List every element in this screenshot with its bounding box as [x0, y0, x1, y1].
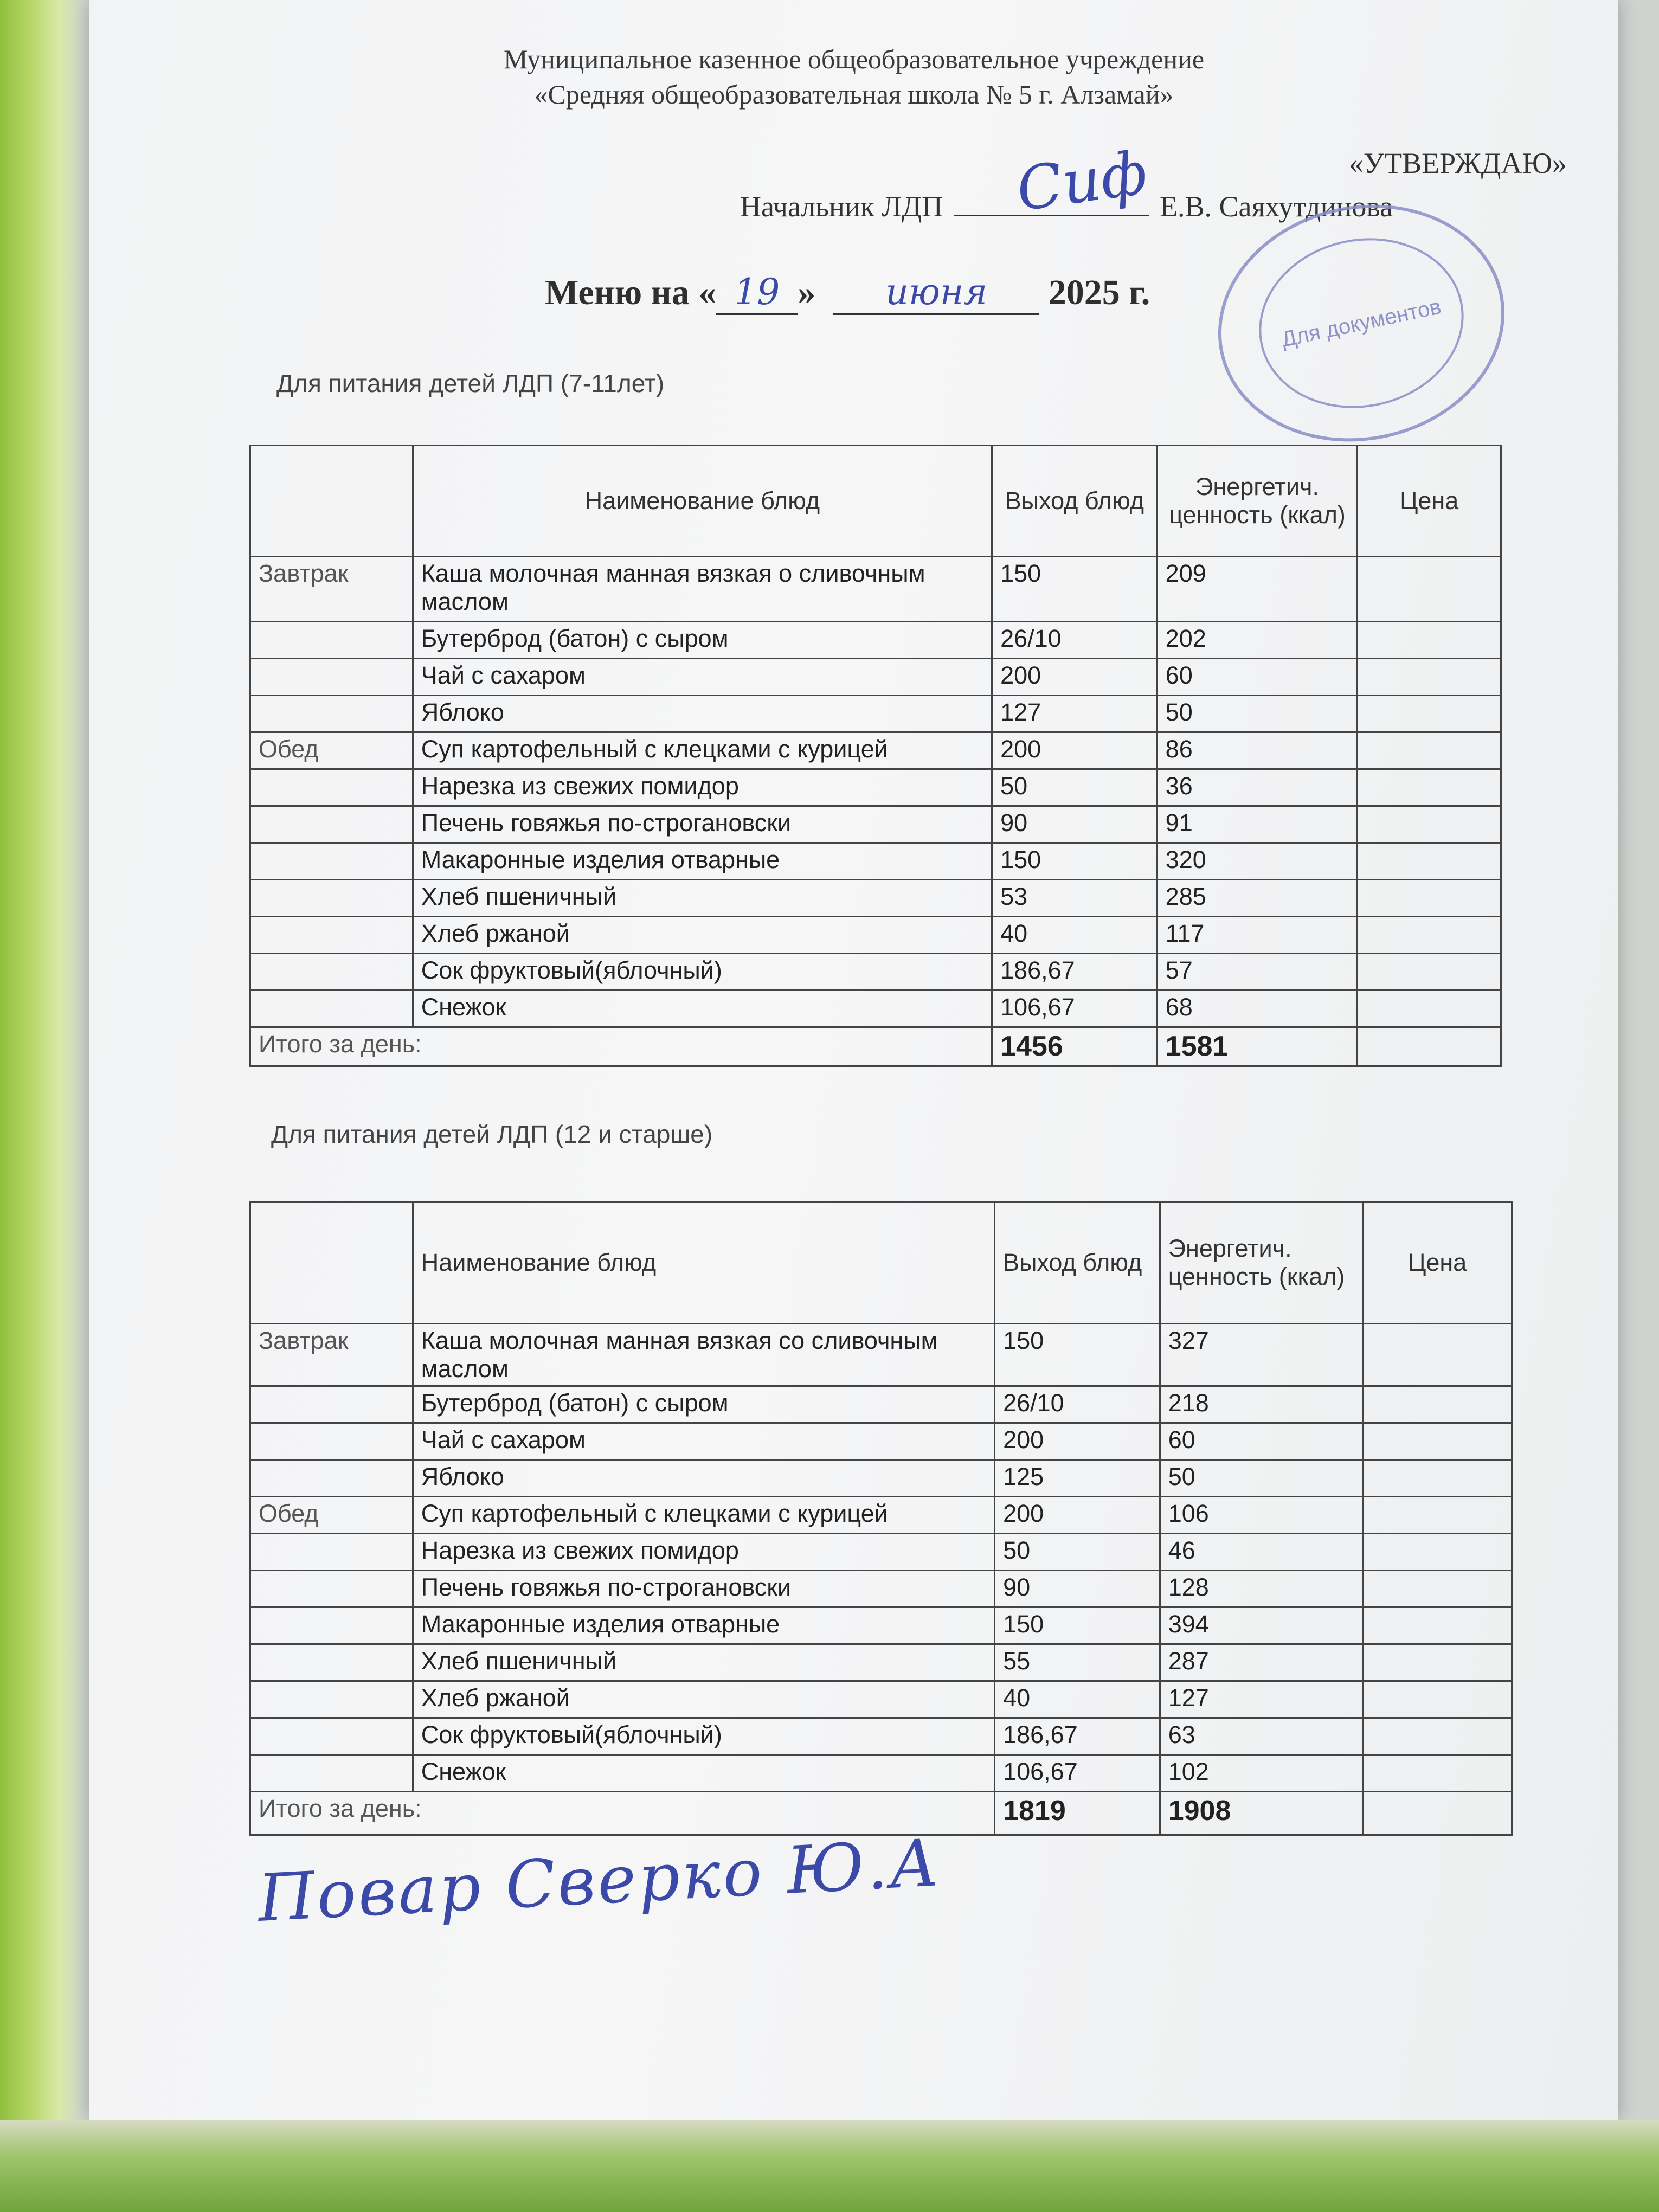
dish-name-cell: Макаронные изделия отварные — [413, 843, 992, 880]
menu-title-quote: » — [798, 273, 816, 312]
dish-name-cell: Нарезка из свежих помидор — [413, 1534, 994, 1571]
yield-cell: 50 — [995, 1534, 1160, 1571]
energy-cell: 86 — [1157, 732, 1358, 769]
table-row — [250, 1571, 1512, 1607]
table-row — [250, 880, 1501, 917]
meal-cell: Обед — [250, 732, 413, 769]
table-row — [250, 1607, 1512, 1644]
table-row — [250, 1644, 1512, 1681]
dish-name-cell: Каша молочная манная вязкая со сливочным маслом — [413, 1324, 994, 1386]
table-row — [250, 1718, 1512, 1755]
yield-cell: 186,67 — [995, 1718, 1160, 1755]
yield-cell: 106,67 — [995, 1755, 1160, 1792]
total-energy: 1908 — [1160, 1792, 1363, 1835]
yield-cell: 200 — [995, 1497, 1160, 1534]
energy-cell: 218 — [1160, 1386, 1363, 1423]
energy-cell: 287 — [1160, 1644, 1363, 1681]
energy-cell: 117 — [1157, 917, 1358, 954]
meal-cell — [250, 1386, 413, 1423]
yield-cell: 90 — [992, 806, 1158, 843]
energy-cell: 60 — [1157, 659, 1358, 696]
dish-name-cell: Хлеб пшеничный — [413, 880, 992, 917]
menu-sheet — [89, 0, 1618, 2120]
yield-cell: 150 — [992, 843, 1158, 880]
yield-cell: 26/10 — [995, 1386, 1160, 1423]
menu-title — [545, 271, 1150, 315]
meal-cell — [250, 1681, 413, 1718]
menu-title-prefix: Меню на « — [545, 273, 717, 312]
price-cell — [1363, 1718, 1512, 1755]
table-row — [250, 1423, 1512, 1460]
meal-cell: Завтрак — [250, 557, 413, 622]
yield-cell: 50 — [992, 769, 1158, 806]
yield-cell: 186,67 — [992, 954, 1158, 991]
dish-name-cell: Яблоко — [413, 696, 992, 732]
table-row — [250, 1386, 1512, 1423]
total-row — [250, 1027, 1501, 1066]
energy-cell: 36 — [1157, 769, 1358, 806]
table-row — [250, 843, 1501, 880]
meal-cell — [250, 880, 413, 917]
meal-cell — [250, 696, 413, 732]
school-name-line: «Средняя общеобразовательная школа № 5 г. Алзамай» — [534, 79, 1174, 110]
energy-cell: 91 — [1157, 806, 1358, 843]
yield-cell: 53 — [992, 880, 1158, 917]
energy-cell: 50 — [1160, 1460, 1363, 1497]
yield-cell: 200 — [992, 659, 1158, 696]
yield-header: Выход блюд — [992, 446, 1158, 557]
menu-table-7-11 — [249, 445, 1502, 1067]
price-cell — [1363, 1386, 1512, 1423]
dish-name-cell: Чай с сахаром — [413, 659, 992, 696]
dish-name-header: Наименование блюд — [413, 1202, 994, 1324]
price-cell — [1363, 1681, 1512, 1718]
price-cell — [1358, 732, 1501, 769]
dish-name-cell: Чай с сахаром — [413, 1423, 994, 1460]
price-cell — [1363, 1607, 1512, 1644]
energy-cell: 394 — [1160, 1607, 1363, 1644]
dish-name-cell: Снежок — [413, 991, 992, 1027]
yield-cell: 40 — [995, 1681, 1160, 1718]
total-label: Итого за день: — [250, 1792, 995, 1835]
yield-cell: 150 — [995, 1607, 1160, 1644]
menu-table-body — [250, 1324, 1512, 1835]
energy-cell: 46 — [1160, 1534, 1363, 1571]
table-row — [250, 769, 1501, 806]
meal-cell — [250, 843, 413, 880]
meal-cell: Завтрак — [250, 1324, 413, 1386]
energy-cell: 127 — [1160, 1681, 1363, 1718]
meal-cell — [250, 769, 413, 806]
energy-cell: 68 — [1157, 991, 1358, 1027]
price-cell — [1358, 769, 1501, 806]
yield-cell: 90 — [995, 1571, 1160, 1607]
table-row — [250, 917, 1501, 954]
energy-cell: 102 — [1160, 1755, 1363, 1792]
table-row — [250, 1324, 1512, 1386]
energy-cell: 209 — [1157, 557, 1358, 622]
dish-name-cell: Печень говяжья по-строгановски — [413, 1571, 994, 1607]
price-cell — [1358, 806, 1501, 843]
price-cell — [1358, 557, 1501, 622]
meal-cell — [250, 991, 413, 1027]
energy-cell: 60 — [1160, 1423, 1363, 1460]
yield-cell: 26/10 — [992, 622, 1158, 659]
section1-subtitle: Для питания детей ЛДП (7-11лет) — [276, 369, 665, 397]
energy-cell: 63 — [1160, 1718, 1363, 1755]
price-cell — [1358, 954, 1501, 991]
meal-cell — [250, 622, 413, 659]
meal-cell: Обед — [250, 1497, 413, 1534]
table-row — [250, 991, 1501, 1027]
meal-header — [250, 1202, 413, 1324]
dish-name-cell: Макаронные изделия отварные — [413, 1607, 994, 1644]
energy-cell: 320 — [1157, 843, 1358, 880]
table-row — [250, 1497, 1512, 1534]
price-cell — [1363, 1324, 1512, 1386]
dish-name-cell: Каша молочная манная вязкая о сливочным маслом — [413, 557, 992, 622]
menu-table-body — [250, 557, 1501, 1066]
energy-cell: 202 — [1157, 622, 1358, 659]
energy-header: Энергетич. ценность (ккал) — [1160, 1202, 1363, 1324]
yield-cell: 200 — [992, 732, 1158, 769]
total-yield: 1819 — [995, 1792, 1160, 1835]
dish-name-cell: Суп картофельный с клецками с курицей — [413, 732, 992, 769]
table-row — [250, 806, 1501, 843]
dish-name-cell: Нарезка из свежих помидор — [413, 769, 992, 806]
table-row — [250, 557, 1501, 622]
price-cell — [1363, 1497, 1512, 1534]
meal-cell — [250, 1534, 413, 1571]
price-cell — [1358, 880, 1501, 917]
yield-cell: 150 — [992, 557, 1158, 622]
yield-cell: 106,67 — [992, 991, 1158, 1027]
approve-label: «УТВЕРЖДАЮ» — [1348, 147, 1567, 179]
price-header: Цена — [1363, 1202, 1512, 1324]
table-row — [250, 732, 1501, 769]
table-row — [250, 696, 1501, 732]
dish-name-cell: Печень говяжья по-строгановски — [413, 806, 992, 843]
meal-cell — [250, 1718, 413, 1755]
school-type-line: Муниципальное казенное общеобразовательное учреждение — [503, 44, 1205, 74]
price-cell — [1363, 1571, 1512, 1607]
menu-year: 2025 г. — [1048, 273, 1150, 312]
price-cell — [1363, 1534, 1512, 1571]
dish-name-cell: Сок фруктовый(яблочный) — [413, 1718, 994, 1755]
energy-header: Энергетич. ценность (ккал) — [1157, 446, 1358, 557]
chief-signature: Сиф — [1012, 137, 1152, 225]
energy-cell: 128 — [1160, 1571, 1363, 1607]
yield-cell: 40 — [992, 917, 1158, 954]
price-cell — [1358, 917, 1501, 954]
total-price — [1358, 1027, 1501, 1066]
chief-label: Начальник ЛДП — [740, 190, 943, 223]
price-cell — [1363, 1644, 1512, 1681]
dish-name-cell: Хлеб ржаной — [413, 1681, 994, 1718]
total-energy: 1581 — [1157, 1027, 1358, 1066]
cook-signature: Повар Сверко Ю.А — [256, 1825, 943, 1937]
yield-cell: 125 — [995, 1460, 1160, 1497]
dish-name-cell: Снежок — [413, 1755, 994, 1792]
meal-cell — [250, 954, 413, 991]
meal-cell — [250, 806, 413, 843]
dish-name-cell: Суп картофельный с клецками с курицей — [413, 1497, 994, 1534]
price-cell — [1363, 1460, 1512, 1497]
energy-cell: 285 — [1157, 880, 1358, 917]
stamp-text: Для документов — [1279, 294, 1443, 352]
table-row — [250, 954, 1501, 991]
table-row — [250, 1681, 1512, 1718]
meal-header — [250, 446, 413, 557]
dish-name-cell: Бутерброд (батон) с сыром — [413, 622, 992, 659]
table-row — [250, 622, 1501, 659]
meal-cell — [250, 1755, 413, 1792]
dish-name-cell: Бутерброд (батон) с сыром — [413, 1386, 994, 1423]
menu-day: 19 — [716, 271, 798, 315]
price-cell — [1358, 622, 1501, 659]
meal-cell — [250, 1644, 413, 1681]
price-cell — [1358, 696, 1501, 732]
dish-name-cell: Хлеб пшеничный — [413, 1644, 994, 1681]
table-row — [250, 1534, 1512, 1571]
meal-cell — [250, 659, 413, 696]
yield-cell: 200 — [995, 1423, 1160, 1460]
meal-cell — [250, 1571, 413, 1607]
total-label: Итого за день: — [250, 1027, 992, 1066]
price-cell — [1358, 843, 1501, 880]
yield-header: Выход блюд — [995, 1202, 1160, 1324]
menu-table-12-plus — [249, 1201, 1513, 1836]
price-cell — [1363, 1755, 1512, 1792]
energy-cell: 50 — [1157, 696, 1358, 732]
price-header: Цена — [1358, 446, 1501, 557]
dish-name-cell: Сок фруктовый(яблочный) — [413, 954, 992, 991]
meal-cell — [250, 917, 413, 954]
table-row — [250, 659, 1501, 696]
background-grass — [0, 2120, 1659, 2212]
meal-cell — [250, 1607, 413, 1644]
meal-cell — [250, 1423, 413, 1460]
dish-name-cell: Яблоко — [413, 1460, 994, 1497]
total-yield: 1456 — [992, 1027, 1158, 1066]
meal-cell — [250, 1460, 413, 1497]
dish-name-header: Наименование блюд — [413, 446, 992, 557]
price-cell — [1358, 659, 1501, 696]
section2-subtitle: Для питания детей ЛДП (12 и старше) — [271, 1120, 713, 1148]
total-price — [1363, 1792, 1512, 1835]
yield-cell: 127 — [992, 696, 1158, 732]
menu-month: июня — [833, 271, 1039, 315]
energy-cell: 106 — [1160, 1497, 1363, 1534]
yield-cell: 55 — [995, 1644, 1160, 1681]
dish-name-cell: Хлеб ржаной — [413, 917, 992, 954]
price-cell — [1358, 991, 1501, 1027]
energy-cell: 327 — [1160, 1324, 1363, 1386]
price-cell — [1363, 1423, 1512, 1460]
chief-name: Е.В. Саяхутдинова — [1159, 190, 1393, 223]
table-row — [250, 1755, 1512, 1792]
table-row — [250, 1460, 1512, 1497]
energy-cell: 57 — [1157, 954, 1358, 991]
yield-cell: 150 — [995, 1324, 1160, 1386]
